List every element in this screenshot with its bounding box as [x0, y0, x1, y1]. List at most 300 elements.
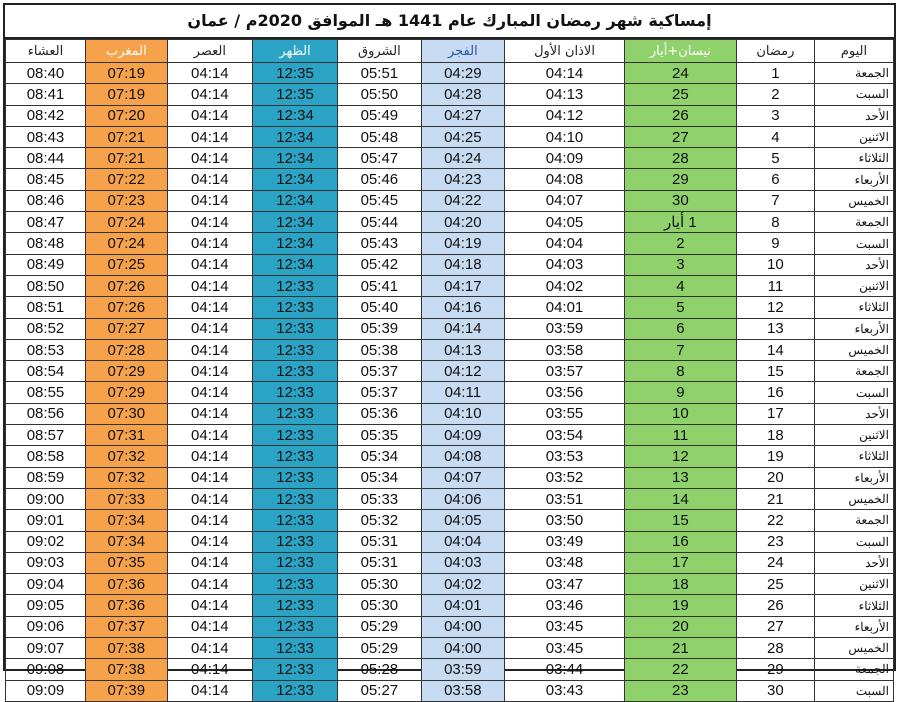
cell-dhuhr: 12:33: [252, 552, 337, 573]
table-row: [6, 105, 894, 126]
cell-gregorian: 4: [624, 275, 736, 296]
cell-dhuhr: 12:33: [252, 531, 337, 552]
cell-dhuhr: 12:33: [252, 595, 337, 616]
cell-maghrib: 07:36: [85, 574, 167, 595]
cell-isha: 09:03: [6, 552, 86, 573]
cell-dhuhr: 12:33: [252, 638, 337, 659]
cell-ramadan: 7: [736, 190, 814, 211]
cell-gregorian: 2: [624, 233, 736, 254]
cell-isha: 08:44: [6, 148, 86, 169]
table-row: [6, 169, 894, 190]
cell-maghrib: 07:33: [85, 488, 167, 509]
cell-isha: 08:49: [6, 254, 86, 275]
cell-day: الجمعة: [814, 63, 893, 84]
table-row: [6, 446, 894, 467]
cell-day: الأربعاء: [814, 616, 893, 637]
cell-gregorian: 27: [624, 126, 736, 147]
cell-sunrise: 05:36: [338, 403, 421, 424]
cell-gregorian: 7: [624, 339, 736, 360]
table-row: [6, 467, 894, 488]
cell-asr: 04:14: [167, 446, 252, 467]
cell-ramadan: 26: [736, 595, 814, 616]
cell-asr: 04:14: [167, 467, 252, 488]
cell-sunrise: 05:50: [338, 84, 421, 105]
cell-day: الاثنين: [814, 126, 893, 147]
cell-first-adhan: 03:45: [505, 616, 625, 637]
cell-fajr: 03:59: [421, 659, 504, 680]
cell-gregorian: 28: [624, 148, 736, 169]
cell-gregorian: 18: [624, 574, 736, 595]
cell-dhuhr: 12:33: [252, 339, 337, 360]
cell-fajr: 04:11: [421, 382, 504, 403]
cell-isha: 08:41: [6, 84, 86, 105]
cell-fajr: 04:14: [421, 318, 504, 339]
cell-isha: 09:08: [6, 659, 86, 680]
cell-fajr: 04:00: [421, 638, 504, 659]
cell-maghrib: 07:25: [85, 254, 167, 275]
cell-first-adhan: 03:43: [505, 680, 625, 701]
cell-fajr: 04:03: [421, 552, 504, 573]
cell-first-adhan: 04:04: [505, 233, 625, 254]
cell-isha: 08:50: [6, 275, 86, 296]
table-row: [6, 63, 894, 84]
cell-fajr: 04:07: [421, 467, 504, 488]
cell-sunrise: 05:38: [338, 339, 421, 360]
cell-dhuhr: 12:34: [252, 190, 337, 211]
cell-dhuhr: 12:35: [252, 63, 337, 84]
cell-asr: 04:14: [167, 680, 252, 701]
cell-ramadan: 12: [736, 297, 814, 318]
cell-maghrib: 07:31: [85, 425, 167, 446]
cell-maghrib: 07:37: [85, 616, 167, 637]
header-asr: العصر: [167, 40, 252, 63]
table-row: [6, 318, 894, 339]
table-row: [6, 84, 894, 105]
cell-day: الثلاثاء: [814, 148, 893, 169]
cell-gregorian: 12: [624, 446, 736, 467]
cell-day: الجمعة: [814, 659, 893, 680]
cell-sunrise: 05:29: [338, 638, 421, 659]
cell-isha: 09:06: [6, 616, 86, 637]
cell-day: الأحد: [814, 403, 893, 424]
cell-maghrib: 07:24: [85, 212, 167, 233]
cell-maghrib: 07:28: [85, 339, 167, 360]
cell-gregorian: 22: [624, 659, 736, 680]
cell-sunrise: 05:43: [338, 233, 421, 254]
cell-gregorian: 26: [624, 105, 736, 126]
cell-gregorian: 3: [624, 254, 736, 275]
table-row: [6, 574, 894, 595]
cell-gregorian: 13: [624, 467, 736, 488]
cell-first-adhan: 04:05: [505, 212, 625, 233]
table-row: [6, 275, 894, 296]
cell-dhuhr: 12:34: [252, 169, 337, 190]
cell-dhuhr: 12:34: [252, 254, 337, 275]
cell-maghrib: 07:30: [85, 403, 167, 424]
cell-first-adhan: 04:10: [505, 126, 625, 147]
cell-sunrise: 05:47: [338, 148, 421, 169]
table-row: [6, 616, 894, 637]
cell-ramadan: 3: [736, 105, 814, 126]
header-row: [6, 40, 894, 63]
cell-first-adhan: 04:03: [505, 254, 625, 275]
imsakiya-sheet: [3, 3, 896, 700]
cell-day: الأربعاء: [814, 318, 893, 339]
cell-maghrib: 07:29: [85, 382, 167, 403]
cell-day: الأربعاء: [814, 169, 893, 190]
cell-isha: 08:54: [6, 361, 86, 382]
cell-asr: 04:14: [167, 105, 252, 126]
table-row: [6, 382, 894, 403]
cell-maghrib: 07:36: [85, 595, 167, 616]
table-row: [6, 361, 894, 382]
cell-ramadan: 21: [736, 488, 814, 509]
cell-fajr: 04:24: [421, 148, 504, 169]
table-row: [6, 403, 894, 424]
cell-gregorian: 6: [624, 318, 736, 339]
cell-isha: 08:59: [6, 467, 86, 488]
cell-asr: 04:14: [167, 510, 252, 531]
header-day: اليوم: [814, 40, 893, 63]
cell-asr: 04:14: [167, 574, 252, 595]
cell-ramadan: 29: [736, 659, 814, 680]
cell-first-adhan: 04:08: [505, 169, 625, 190]
cell-fajr: 04:10: [421, 403, 504, 424]
cell-maghrib: 07:32: [85, 467, 167, 488]
cell-first-adhan: 03:50: [505, 510, 625, 531]
cell-first-adhan: 04:01: [505, 297, 625, 318]
table-row: [6, 190, 894, 211]
cell-asr: 04:14: [167, 190, 252, 211]
table-row: [6, 233, 894, 254]
cell-asr: 04:14: [167, 659, 252, 680]
cell-sunrise: 05:41: [338, 275, 421, 296]
cell-maghrib: 07:20: [85, 105, 167, 126]
cell-isha: 08:45: [6, 169, 86, 190]
cell-asr: 04:14: [167, 169, 252, 190]
cell-first-adhan: 03:52: [505, 467, 625, 488]
cell-first-adhan: 04:07: [505, 190, 625, 211]
cell-maghrib: 07:19: [85, 84, 167, 105]
table-row: [6, 552, 894, 573]
cell-ramadan: 18: [736, 425, 814, 446]
table-row: [6, 638, 894, 659]
header-fajr: الفجر: [421, 40, 504, 63]
cell-maghrib: 07:19: [85, 63, 167, 84]
cell-day: الأربعاء: [814, 467, 893, 488]
cell-fajr: 04:08: [421, 446, 504, 467]
table-row: [6, 659, 894, 680]
cell-first-adhan: 03:46: [505, 595, 625, 616]
cell-gregorian: 8: [624, 361, 736, 382]
cell-dhuhr: 12:33: [252, 297, 337, 318]
cell-dhuhr: 12:34: [252, 105, 337, 126]
cell-asr: 04:14: [167, 595, 252, 616]
cell-isha: 08:58: [6, 446, 86, 467]
cell-asr: 04:14: [167, 361, 252, 382]
cell-maghrib: 07:38: [85, 659, 167, 680]
cell-first-adhan: 04:09: [505, 148, 625, 169]
cell-ramadan: 25: [736, 574, 814, 595]
cell-dhuhr: 12:33: [252, 616, 337, 637]
cell-isha: 08:56: [6, 403, 86, 424]
cell-first-adhan: 03:55: [505, 403, 625, 424]
cell-gregorian: 15: [624, 510, 736, 531]
cell-gregorian: 21: [624, 638, 736, 659]
cell-fajr: 04:13: [421, 339, 504, 360]
cell-fajr: 04:16: [421, 297, 504, 318]
cell-isha: 08:57: [6, 425, 86, 446]
cell-sunrise: 05:37: [338, 361, 421, 382]
cell-day: الجمعة: [814, 510, 893, 531]
cell-ramadan: 22: [736, 510, 814, 531]
cell-first-adhan: 03:54: [505, 425, 625, 446]
cell-first-adhan: 03:51: [505, 488, 625, 509]
cell-ramadan: 5: [736, 148, 814, 169]
cell-asr: 04:14: [167, 254, 252, 275]
cell-fajr: 04:22: [421, 190, 504, 211]
cell-day: الاثنين: [814, 574, 893, 595]
cell-ramadan: 13: [736, 318, 814, 339]
cell-day: الاثنين: [814, 425, 893, 446]
cell-day: الخميس: [814, 339, 893, 360]
cell-gregorian: 10: [624, 403, 736, 424]
cell-fajr: 04:23: [421, 169, 504, 190]
cell-first-adhan: 03:44: [505, 659, 625, 680]
cell-sunrise: 05:42: [338, 254, 421, 275]
cell-gregorian: 19: [624, 595, 736, 616]
cell-isha: 08:53: [6, 339, 86, 360]
cell-isha: 09:09: [6, 680, 86, 701]
header-gregorian: نيسان+أيار: [624, 40, 736, 63]
cell-fajr: 04:12: [421, 361, 504, 382]
cell-isha: 08:55: [6, 382, 86, 403]
cell-maghrib: 07:34: [85, 510, 167, 531]
cell-sunrise: 05:28: [338, 659, 421, 680]
cell-gregorian: 20: [624, 616, 736, 637]
cell-ramadan: 24: [736, 552, 814, 573]
cell-first-adhan: 03:47: [505, 574, 625, 595]
table-row: [6, 148, 894, 169]
cell-first-adhan: 03:48: [505, 552, 625, 573]
cell-isha: 08:46: [6, 190, 86, 211]
cell-ramadan: 14: [736, 339, 814, 360]
cell-ramadan: 6: [736, 169, 814, 190]
cell-first-adhan: 04:02: [505, 275, 625, 296]
cell-dhuhr: 12:33: [252, 446, 337, 467]
cell-gregorian: 30: [624, 190, 736, 211]
cell-first-adhan: 03:58: [505, 339, 625, 360]
cell-first-adhan: 03:57: [505, 361, 625, 382]
cell-asr: 04:14: [167, 63, 252, 84]
cell-fajr: 04:18: [421, 254, 504, 275]
header-first-adhan: الاذان الأول: [505, 40, 625, 63]
header-isha: العشاء: [6, 40, 86, 63]
cell-isha: 09:05: [6, 595, 86, 616]
cell-day: السبت: [814, 233, 893, 254]
cell-dhuhr: 12:33: [252, 318, 337, 339]
cell-day: الأحد: [814, 552, 893, 573]
cell-maghrib: 07:26: [85, 275, 167, 296]
cell-day: الخميس: [814, 488, 893, 509]
cell-maghrib: 07:22: [85, 169, 167, 190]
cell-sunrise: 05:33: [338, 488, 421, 509]
cell-day: السبت: [814, 680, 893, 701]
cell-sunrise: 05:48: [338, 126, 421, 147]
cell-first-adhan: 04:12: [505, 105, 625, 126]
cell-fajr: 04:01: [421, 595, 504, 616]
cell-ramadan: 19: [736, 446, 814, 467]
cell-dhuhr: 12:33: [252, 275, 337, 296]
cell-fajr: 04:05: [421, 510, 504, 531]
cell-first-adhan: 03:56: [505, 382, 625, 403]
cell-sunrise: 05:51: [338, 63, 421, 84]
cell-ramadan: 4: [736, 126, 814, 147]
cell-asr: 04:14: [167, 552, 252, 573]
cell-fajr: 04:04: [421, 531, 504, 552]
cell-maghrib: 07:38: [85, 638, 167, 659]
header-maghrib: المغرب: [85, 40, 167, 63]
header-ramadan: رمضان: [736, 40, 814, 63]
cell-dhuhr: 12:33: [252, 425, 337, 446]
table-row: [6, 339, 894, 360]
cell-asr: 04:14: [167, 126, 252, 147]
cell-dhuhr: 12:34: [252, 233, 337, 254]
cell-isha: 09:02: [6, 531, 86, 552]
cell-gregorian: 17: [624, 552, 736, 573]
cell-sunrise: 05:30: [338, 595, 421, 616]
cell-asr: 04:14: [167, 275, 252, 296]
cell-gregorian: 25: [624, 84, 736, 105]
cell-fajr: 04:25: [421, 126, 504, 147]
table-row: [6, 126, 894, 147]
cell-day: السبت: [814, 531, 893, 552]
cell-fajr: 04:17: [421, 275, 504, 296]
cell-asr: 04:14: [167, 212, 252, 233]
cell-fajr: 04:19: [421, 233, 504, 254]
table-row: [6, 425, 894, 446]
cell-dhuhr: 12:33: [252, 403, 337, 424]
cell-ramadan: 10: [736, 254, 814, 275]
cell-ramadan: 23: [736, 531, 814, 552]
prayer-times-table: [5, 39, 894, 702]
cell-sunrise: 05:31: [338, 531, 421, 552]
table-body: [6, 63, 894, 702]
cell-asr: 04:14: [167, 403, 252, 424]
cell-asr: 04:14: [167, 148, 252, 169]
cell-dhuhr: 12:33: [252, 680, 337, 701]
cell-sunrise: 05:34: [338, 467, 421, 488]
cell-isha: 08:42: [6, 105, 86, 126]
cell-dhuhr: 12:33: [252, 510, 337, 531]
cell-gregorian: 29: [624, 169, 736, 190]
cell-asr: 04:14: [167, 382, 252, 403]
cell-day: السبت: [814, 382, 893, 403]
cell-first-adhan: 03:59: [505, 318, 625, 339]
cell-gregorian: 5: [624, 297, 736, 318]
cell-sunrise: 05:29: [338, 616, 421, 637]
cell-fajr: 04:02: [421, 574, 504, 595]
cell-dhuhr: 12:34: [252, 212, 337, 233]
cell-isha: 08:51: [6, 297, 86, 318]
cell-sunrise: 05:32: [338, 510, 421, 531]
cell-ramadan: 17: [736, 403, 814, 424]
table-row: [6, 254, 894, 275]
cell-dhuhr: 12:34: [252, 148, 337, 169]
cell-maghrib: 07:34: [85, 531, 167, 552]
cell-isha: 08:47: [6, 212, 86, 233]
cell-maghrib: 07:29: [85, 361, 167, 382]
cell-day: الجمعة: [814, 212, 893, 233]
cell-first-adhan: 04:13: [505, 84, 625, 105]
cell-isha: 09:01: [6, 510, 86, 531]
cell-sunrise: 05:46: [338, 169, 421, 190]
cell-ramadan: 28: [736, 638, 814, 659]
cell-maghrib: 07:23: [85, 190, 167, 211]
cell-day: الخميس: [814, 638, 893, 659]
cell-sunrise: 05:49: [338, 105, 421, 126]
cell-fajr: 04:29: [421, 63, 504, 84]
cell-dhuhr: 12:33: [252, 488, 337, 509]
cell-sunrise: 05:31: [338, 552, 421, 573]
cell-sunrise: 05:45: [338, 190, 421, 211]
cell-dhuhr: 12:33: [252, 361, 337, 382]
cell-fajr: 04:20: [421, 212, 504, 233]
cell-first-adhan: 03:45: [505, 638, 625, 659]
cell-first-adhan: 03:49: [505, 531, 625, 552]
cell-sunrise: 05:37: [338, 382, 421, 403]
cell-ramadan: 15: [736, 361, 814, 382]
cell-isha: 09:07: [6, 638, 86, 659]
cell-sunrise: 05:44: [338, 212, 421, 233]
cell-day: السبت: [814, 84, 893, 105]
cell-gregorian: 9: [624, 382, 736, 403]
cell-gregorian: 16: [624, 531, 736, 552]
cell-gregorian: 1 أيار: [624, 212, 736, 233]
cell-asr: 04:14: [167, 638, 252, 659]
table-row: [6, 488, 894, 509]
page-title: إمساكية شهر رمضان المبارك عام 1441 هـ الموافق 2020م / عمان: [5, 5, 894, 39]
cell-ramadan: 11: [736, 275, 814, 296]
cell-dhuhr: 12:33: [252, 467, 337, 488]
cell-isha: 08:52: [6, 318, 86, 339]
cell-maghrib: 07:24: [85, 233, 167, 254]
cell-day: الأحد: [814, 105, 893, 126]
cell-sunrise: 05:27: [338, 680, 421, 701]
cell-isha: 08:48: [6, 233, 86, 254]
table-row: [6, 212, 894, 233]
cell-dhuhr: 12:34: [252, 126, 337, 147]
cell-dhuhr: 12:33: [252, 574, 337, 595]
cell-ramadan: 1: [736, 63, 814, 84]
table-row: [6, 510, 894, 531]
cell-ramadan: 8: [736, 212, 814, 233]
cell-fajr: 04:27: [421, 105, 504, 126]
cell-gregorian: 11: [624, 425, 736, 446]
cell-maghrib: 07:35: [85, 552, 167, 573]
cell-fajr: 04:00: [421, 616, 504, 637]
table-row: [6, 595, 894, 616]
header-dhuhr: الظهر: [252, 40, 337, 63]
cell-sunrise: 05:39: [338, 318, 421, 339]
table-row: [6, 297, 894, 318]
cell-sunrise: 05:34: [338, 446, 421, 467]
cell-fajr: 04:06: [421, 488, 504, 509]
cell-asr: 04:14: [167, 297, 252, 318]
cell-asr: 04:14: [167, 233, 252, 254]
cell-ramadan: 20: [736, 467, 814, 488]
cell-day: الثلاثاء: [814, 446, 893, 467]
